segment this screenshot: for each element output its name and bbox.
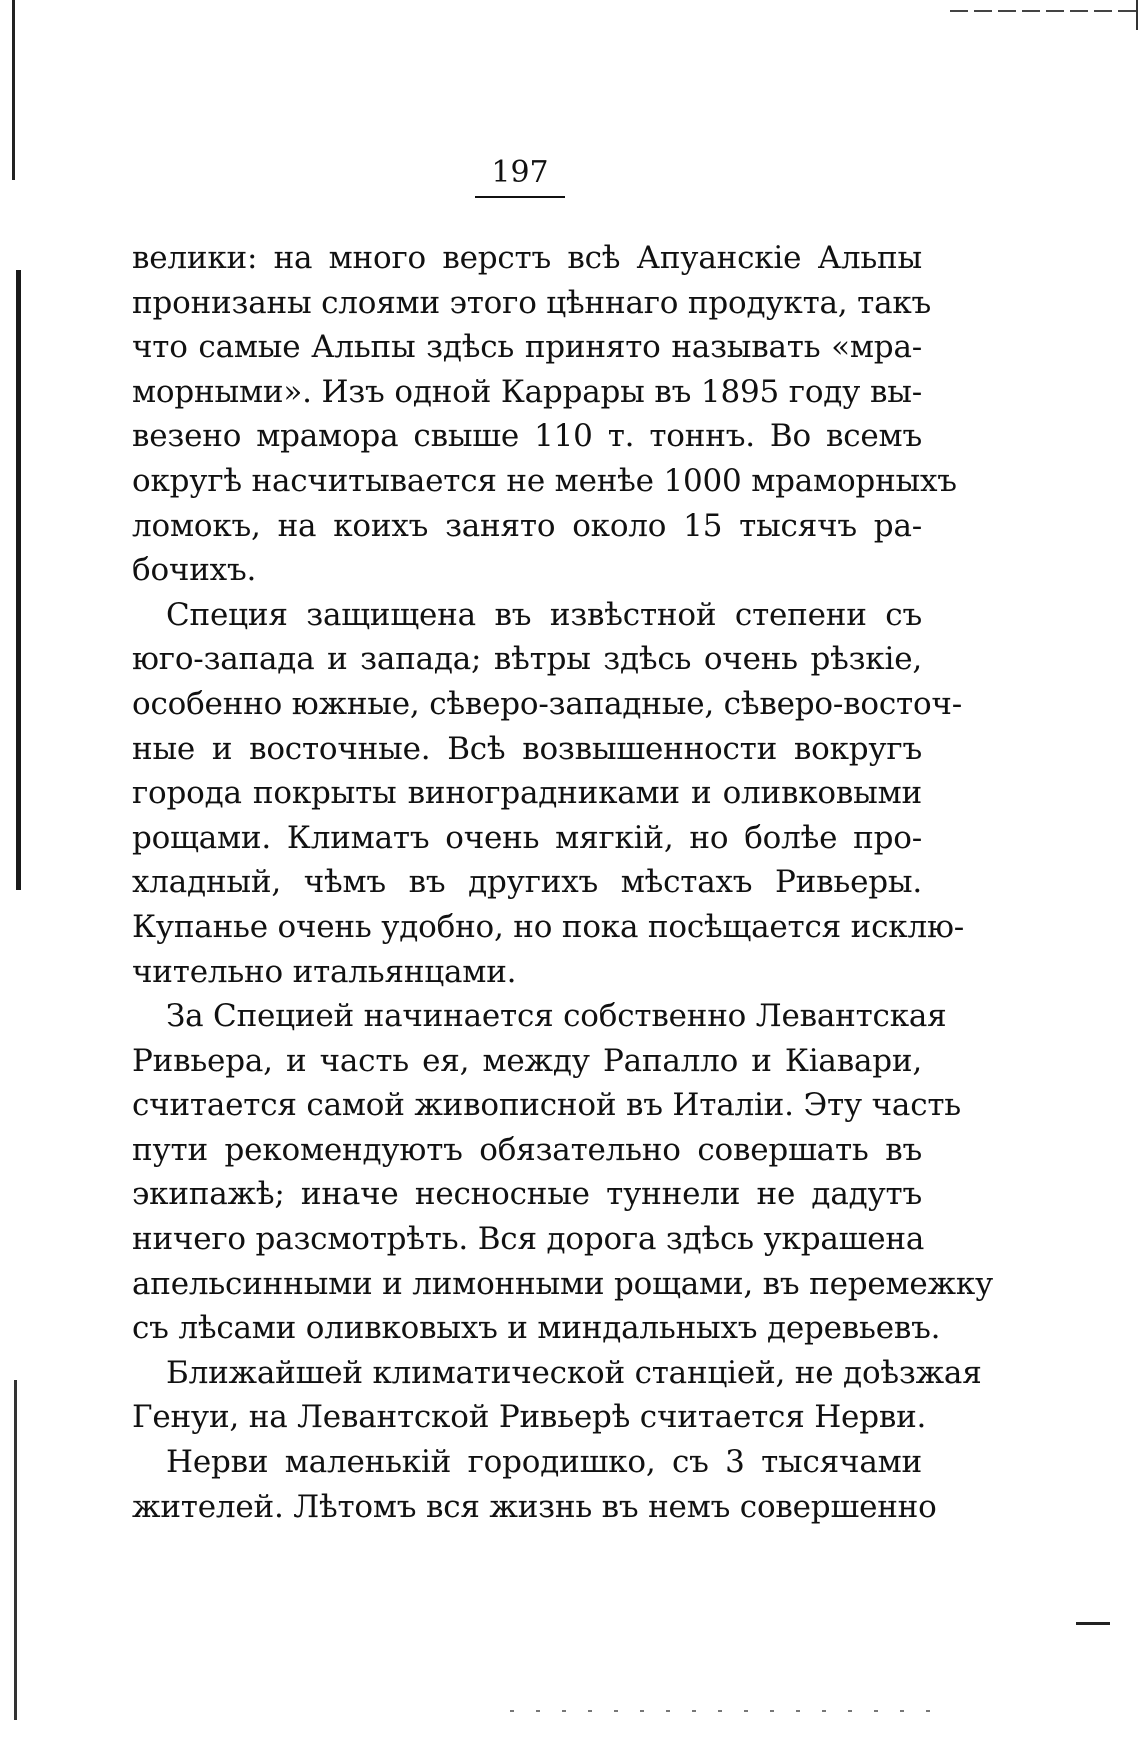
- text-line: За Специей начинается собственно Левантская: [166, 998, 947, 1035]
- scan-edge-left: [16, 270, 21, 890]
- text-line: ные и восточные. Всѣ возвышенности вокругъ: [132, 730, 922, 767]
- text-line: считается самой живописной въ Италіи. Эту часть: [132, 1087, 961, 1124]
- text-line: пути рекомендуютъ обязательно совершать въ: [132, 1131, 922, 1168]
- text-line: везено мрамора свыше 110 т. тоннъ. Во всемъ: [132, 418, 922, 455]
- text-line: юго-запада и запада; вѣтры здѣсь очень рѣзкіе,: [132, 641, 922, 678]
- text-line: Нерви маленькій городишко, съ 3 тысячами: [166, 1444, 922, 1481]
- text-line: города покрыты виноградниками и оливковыми: [132, 775, 922, 812]
- text-line: экипажѣ; иначе несносные туннели не дадутъ: [132, 1176, 922, 1213]
- text-line: хладный, чѣмъ въ другихъ мѣстахъ Ривьеры.: [132, 864, 922, 901]
- page-number: 197: [491, 155, 549, 190]
- text-line: Ближайшей климатической станціей, не доѣзжая: [166, 1354, 982, 1391]
- paragraph-4: [132, 1351, 982, 1440]
- text-line: чительно итальянцами.: [132, 953, 517, 990]
- scan-artifact-right: [1136, 0, 1138, 30]
- text-line: особенно южные, сѣверо-западные, сѣверо-восточ-: [132, 685, 962, 722]
- scan-edge-left: [12, 0, 15, 180]
- paragraph-5: [132, 1440, 937, 1529]
- text-line: морными». Изъ одной Каррары въ 1895 году вы-: [132, 373, 922, 410]
- text-line: пронизаны слоями этого цѣннаго продукта, такъ: [132, 284, 932, 321]
- paragraph-1: [132, 236, 957, 593]
- body-text: [132, 236, 994, 1529]
- scan-artifact-mark: [1076, 1622, 1110, 1625]
- text-line: ничего разсмотрѣть. Вся дорога здѣсь украшена: [132, 1221, 925, 1258]
- text-line: что самые Альпы здѣсь принято называть «мра-: [132, 329, 922, 366]
- text-line: велики: на много верстъ всѣ Апуанскіе Альпы: [132, 240, 922, 276]
- scan-artifact-bottom: [510, 1710, 940, 1712]
- page-number-rule: [475, 196, 565, 198]
- text-line: Купанье очень удобно, но пока посѣщается исклю-: [132, 908, 965, 945]
- paragraph-3: [132, 994, 994, 1351]
- text-line: Ривьера, и часть ея, между Рапалло и Кіавари,: [132, 1042, 922, 1079]
- text-line: Генуи, на Левантской Ривьерѣ считается Нерви.: [132, 1399, 927, 1436]
- text-line: жителей. Лѣтомъ вся жизнь въ немъ совершенно: [132, 1488, 937, 1525]
- text-line: апельсинными и лимонными рощами, въ перемежку: [132, 1265, 994, 1302]
- text-line: съ лѣсами оливковыхъ и миндальныхъ деревьевъ.: [132, 1310, 941, 1347]
- text-line: Специя защищена въ извѣстной степени съ: [166, 596, 922, 633]
- paragraph-2: [132, 593, 965, 994]
- scan-edge-left: [14, 1380, 17, 1720]
- text-line: ломокъ, на коихъ занято около 15 тысячъ ра-: [132, 507, 922, 544]
- scan-artifact-top: [950, 10, 1140, 12]
- text-line: бочихъ.: [132, 552, 257, 589]
- text-line: рощами. Климатъ очень мягкій, но болѣе про-: [132, 819, 922, 856]
- text-line: округѣ насчитывается не менѣе 1000 мраморныхъ: [132, 462, 957, 499]
